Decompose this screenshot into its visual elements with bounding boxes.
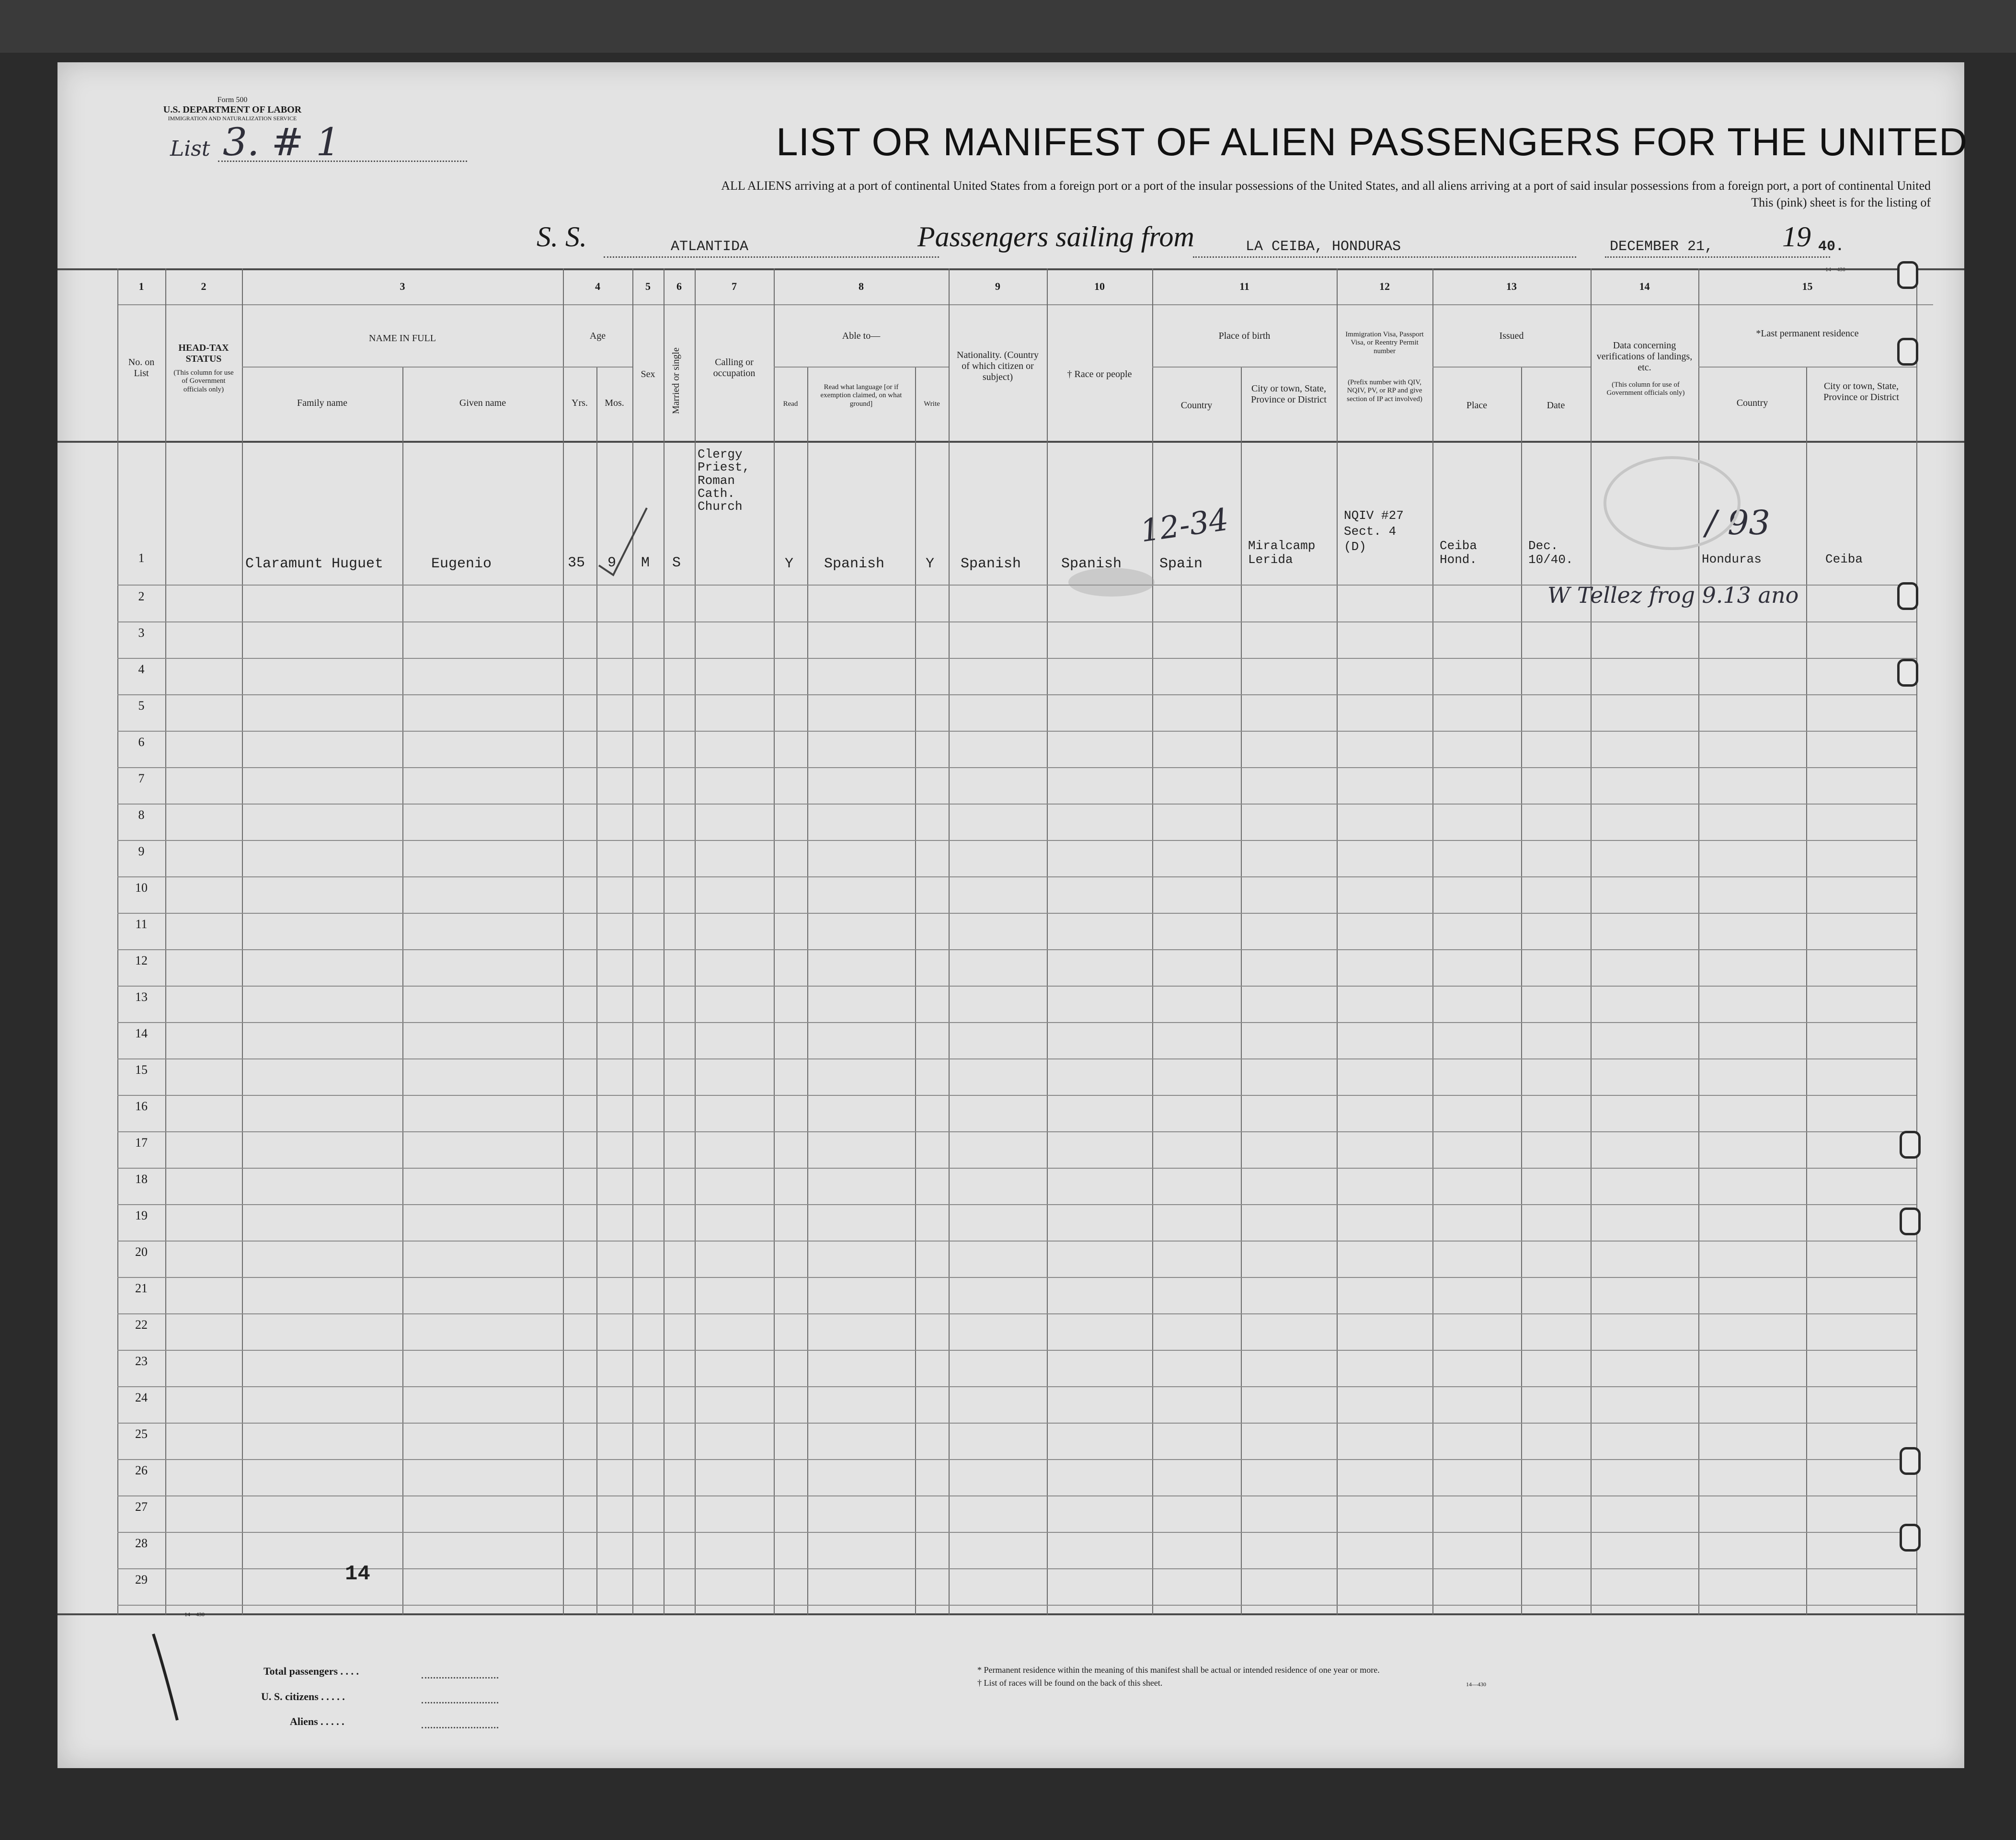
department-label: U.S. DEPARTMENT OF LABOR [163, 104, 302, 115]
col-line [949, 268, 950, 1615]
cell-issued-date: Dec. 10/40. [1528, 539, 1573, 567]
us-citizens-label [261, 1690, 345, 1703]
faint-stamp [1600, 450, 1744, 556]
col-number-11: 11 [1239, 280, 1249, 292]
cell-sex: M [641, 555, 650, 571]
header-head-tax-note: (This column for use of Government officials only) [173, 369, 234, 393]
header-married-single: Married or single [671, 347, 681, 414]
us-citizens-line [422, 1702, 498, 1703]
row-line [117, 1423, 1916, 1424]
total-passengers-line [422, 1677, 498, 1679]
header-name-in-full: NAME IN FULL [369, 333, 436, 344]
cell-age-mos: 9 [607, 555, 617, 571]
col-number-13: 13 [1506, 280, 1517, 292]
aliens-label [290, 1715, 344, 1728]
header-family-name: Family name [297, 398, 347, 408]
sailing-date: DECEMBER 21, [1610, 239, 1714, 255]
header-landings-note: (This column for use of Government officials only) [1606, 381, 1685, 397]
header-read: Read [783, 400, 798, 408]
table-top-line [57, 268, 1964, 270]
cell-race: Spanish [1061, 556, 1122, 572]
header-no-on-list: No. on List [128, 357, 155, 379]
row-number: 16 [135, 1099, 148, 1113]
cell-res-city: Ceiba [1825, 552, 1863, 566]
col-line [695, 268, 696, 1615]
row30-count: 14 [345, 1562, 370, 1586]
row-number: 22 [135, 1318, 148, 1332]
row-number: 10 [135, 881, 148, 895]
col-number-10: 10 [1094, 280, 1105, 292]
row-number: 14 [135, 1026, 148, 1040]
cell-write: Y [926, 556, 935, 572]
row-number: 1 [138, 551, 145, 565]
cell-language: Spanish [824, 556, 885, 572]
row-line [117, 1058, 1916, 1059]
col-line [242, 268, 243, 1615]
binding-hole [1900, 1131, 1921, 1159]
row-line [117, 1532, 1916, 1533]
row-number: 28 [135, 1536, 148, 1550]
sailing-label: Passengers sailing from [917, 221, 1194, 253]
header-able-to: Able to— [842, 331, 881, 341]
header-mos: Mos. [605, 398, 624, 408]
col-line [1337, 268, 1338, 1615]
cell-visa: NQIV #27 Sect. 4 (D) [1344, 508, 1404, 554]
row-number: 11 [135, 917, 148, 931]
subheader-line-residence [1698, 367, 1916, 368]
row-number: 17 [135, 1136, 148, 1150]
row-number: 25 [135, 1427, 148, 1441]
cell-marital: S [672, 555, 681, 571]
col-number-6: 6 [676, 280, 682, 292]
row-line [117, 876, 1916, 877]
header-landings: Data concerning verifications of landings, etc. [1596, 340, 1693, 373]
row-line [117, 1459, 1916, 1460]
row-number: 29 [135, 1573, 148, 1587]
row-line [117, 1313, 1916, 1314]
page-title: LIST OR MANIFEST OF ALIEN PASSENGERS FOR THE UNITED [776, 120, 1968, 164]
row-number: 18 [135, 1172, 148, 1186]
col-number-15: 15 [1802, 280, 1813, 292]
us-citizens-text: U. S. citizens . . . . . [261, 1690, 345, 1702]
header-yrs: Yrs. [572, 398, 588, 408]
form-code-left: 14—430 [184, 1611, 205, 1618]
row-line [117, 658, 1916, 659]
row-line [117, 1204, 1916, 1205]
col-line [774, 268, 775, 1615]
cell-given-name: Eugenio [431, 556, 492, 572]
header-sex: Sex [641, 369, 655, 380]
total-passengers-text: Total passengers . . . . [263, 1665, 359, 1677]
header-last-residence: *Last permanent residence [1756, 328, 1859, 339]
header-head-tax: HEAD-TAX STATUS [178, 343, 229, 364]
row-line [117, 1386, 1916, 1387]
ship-underline [604, 256, 939, 258]
row-line [117, 694, 1916, 695]
col-number-12: 12 [1379, 280, 1390, 292]
header-visa: Immigration Visa, Passport Visa, or Reentry Permit number [1345, 331, 1424, 355]
date-underline [1605, 256, 1830, 258]
row-line [117, 621, 1916, 622]
header-bottom-line [57, 441, 1964, 443]
cell-occupation: Clergy Priest, Roman Cath. Church [698, 447, 750, 514]
row-number: 21 [135, 1281, 148, 1295]
row-number: 20 [135, 1245, 148, 1259]
subheader-line-age [563, 367, 632, 368]
col-line [1591, 268, 1592, 1615]
row-number: 26 [135, 1463, 148, 1477]
col-line [1806, 367, 1807, 1615]
row-line [117, 840, 1916, 841]
row-number: 23 [135, 1354, 148, 1368]
port-underline [1193, 256, 1576, 258]
col-line [1241, 367, 1242, 1615]
form-number: Form 500 [217, 96, 248, 104]
form-header-block [153, 96, 311, 122]
col-line [1432, 268, 1433, 1615]
row-line [117, 1495, 1916, 1496]
colnum-bottom-line [117, 304, 1933, 305]
subheader-line-able [774, 367, 949, 368]
list-value: 3. # 1 [223, 120, 341, 164]
check-mark-icon [594, 503, 652, 580]
col-number-7: 7 [732, 280, 737, 292]
table-bottom-line [57, 1613, 1964, 1615]
row-line [117, 731, 1916, 732]
row-line [117, 767, 1916, 768]
binding-hole [1900, 1447, 1921, 1475]
row-number: 8 [138, 808, 145, 822]
row-line [117, 1568, 1916, 1569]
scan-border-top [0, 0, 2016, 53]
handwritten-country-note: 12-34 [1138, 502, 1231, 550]
row-line [117, 1131, 1916, 1132]
binding-hole [1897, 261, 1918, 289]
footnote-residence: * Permanent residence within the meaning of this manifest shall be actual or intended residence of one year or more. [977, 1665, 1380, 1675]
row-line [117, 1168, 1916, 1169]
subheader-line-name [242, 367, 563, 368]
header-place-of-birth: Place of birth [1218, 331, 1271, 341]
cell-birth-city: Miralcamp Lerida [1248, 539, 1316, 567]
row-number: 7 [138, 771, 145, 785]
list-underline [218, 161, 467, 162]
header-issued-date: Date [1546, 400, 1565, 411]
subheader-line-birth [1152, 367, 1337, 368]
binding-hole [1900, 1208, 1921, 1235]
row-number: 27 [135, 1500, 148, 1514]
cell-family-name: Claramunt Huguet [245, 556, 384, 572]
subheader-line-issued [1432, 367, 1591, 368]
col-line [807, 367, 808, 1615]
col-line [632, 268, 633, 1615]
header-res-city: City or town, State, Province or District [1823, 381, 1899, 402]
port-name: LA CEIBA, HONDURAS [1246, 239, 1401, 255]
ss-label: S. S. [537, 221, 587, 253]
header-birth-country: Country [1180, 400, 1213, 411]
header-nationality: Nationality. (Country of which citizen or subject) [957, 350, 1039, 382]
row-line [117, 1241, 1916, 1242]
manifest-sheet [57, 62, 1968, 1768]
year-prefix: 19 [1782, 221, 1811, 253]
cell-res-country: Honduras [1702, 552, 1762, 566]
header-birth-city: City or town, State, Province or District [1251, 383, 1327, 405]
col-line [117, 268, 118, 1615]
aliens-line [422, 1727, 498, 1728]
header-issued: Issued [1499, 331, 1524, 341]
header-calling: Calling or occupation [713, 357, 756, 379]
row-number: 13 [135, 990, 148, 1004]
year-suffix: 40. [1818, 239, 1844, 255]
handwritten-row2-note: W Tellez frog 9.13 ano [1547, 582, 1799, 608]
row-number: 2 [138, 589, 145, 603]
cell-age-yrs: 35 [568, 555, 585, 571]
header-race: † Race or people [1067, 369, 1132, 380]
row-number: 9 [138, 844, 145, 858]
col-line [563, 268, 564, 1615]
binding-hole [1900, 1524, 1921, 1552]
header-visa-note: (Prefix number with QIV, NQIV, PV, or RP and give section of IP act involved) [1347, 379, 1422, 403]
col-number-5: 5 [645, 280, 651, 292]
form-code-footer: 14—430 [1466, 1681, 1486, 1688]
header-read-language: Read what language [or if exemption claimed, on what ground] [820, 383, 902, 408]
handwritten-residence-note: / 93 [1706, 503, 1770, 542]
subtitle-line-1: ALL ALIENS arriving at a port of continental United States from a foreign port or a port of the insular possessions of the United States, and all aliens arriving at a port of said insular possessions from a foreign port, a port of continental United [721, 179, 1931, 193]
header-issued-place: Place [1466, 400, 1488, 411]
col-line [1521, 367, 1522, 1615]
col-number-8: 8 [859, 280, 864, 292]
row-line [117, 986, 1916, 987]
col-number-4: 4 [595, 280, 600, 292]
row-number: 6 [138, 735, 145, 749]
service-label: IMMIGRATION AND NATURALIZATION SERVICE [168, 115, 297, 122]
row-line [117, 913, 1916, 914]
handwritten-slash [149, 1629, 187, 1725]
row-number: 5 [138, 699, 145, 713]
binding-hole [1897, 582, 1918, 610]
col-line [1152, 268, 1153, 1615]
header-given-name: Given name [459, 398, 506, 408]
ship-name: ATLANTIDA [671, 239, 749, 255]
row-number: 3 [138, 626, 145, 640]
cell-issued-place: Ceiba Hond. [1440, 539, 1478, 567]
cell-read: Y [785, 556, 794, 572]
col-number-2: 2 [201, 280, 206, 292]
col-line [1047, 268, 1048, 1615]
stamp-smudge [1064, 561, 1159, 604]
row-line [117, 804, 1916, 805]
cell-nationality: Spanish [961, 556, 1021, 572]
row-line [117, 1277, 1916, 1278]
row-line [117, 949, 1916, 950]
row-number: 24 [135, 1391, 148, 1404]
col-line [1916, 268, 1917, 1615]
header-res-country: Country [1736, 398, 1768, 408]
header-write: Write [924, 400, 940, 408]
row-line [117, 1350, 1916, 1351]
row-number: 12 [135, 954, 148, 967]
footnote-races: † List of races will be found on the back of this sheet. [977, 1678, 1163, 1688]
row-line [117, 1605, 1916, 1606]
binding-hole [1897, 659, 1918, 687]
col-line [402, 367, 403, 1615]
total-passengers-label [263, 1665, 359, 1678]
col-line [915, 367, 916, 1615]
row-number: 4 [138, 662, 145, 676]
binding-hole [1897, 338, 1918, 366]
aliens-text: Aliens . . . . . [290, 1715, 344, 1727]
list-label: List [170, 137, 210, 161]
col-number-9: 9 [995, 280, 1000, 292]
row-line [117, 1022, 1916, 1023]
col-line [165, 268, 166, 1615]
header-age: Age [589, 331, 606, 341]
cell-birth-country: Spain [1159, 556, 1203, 572]
subtitle-line-2: This (pink) sheet is for the listing of [1751, 196, 1931, 209]
col-number-1: 1 [138, 280, 144, 292]
list-field [170, 120, 477, 165]
row-number: 19 [135, 1208, 148, 1222]
row-number: 15 [135, 1063, 148, 1077]
col-number-14: 14 [1639, 280, 1650, 292]
col-number-3: 3 [400, 280, 405, 292]
row-line [117, 1095, 1916, 1096]
